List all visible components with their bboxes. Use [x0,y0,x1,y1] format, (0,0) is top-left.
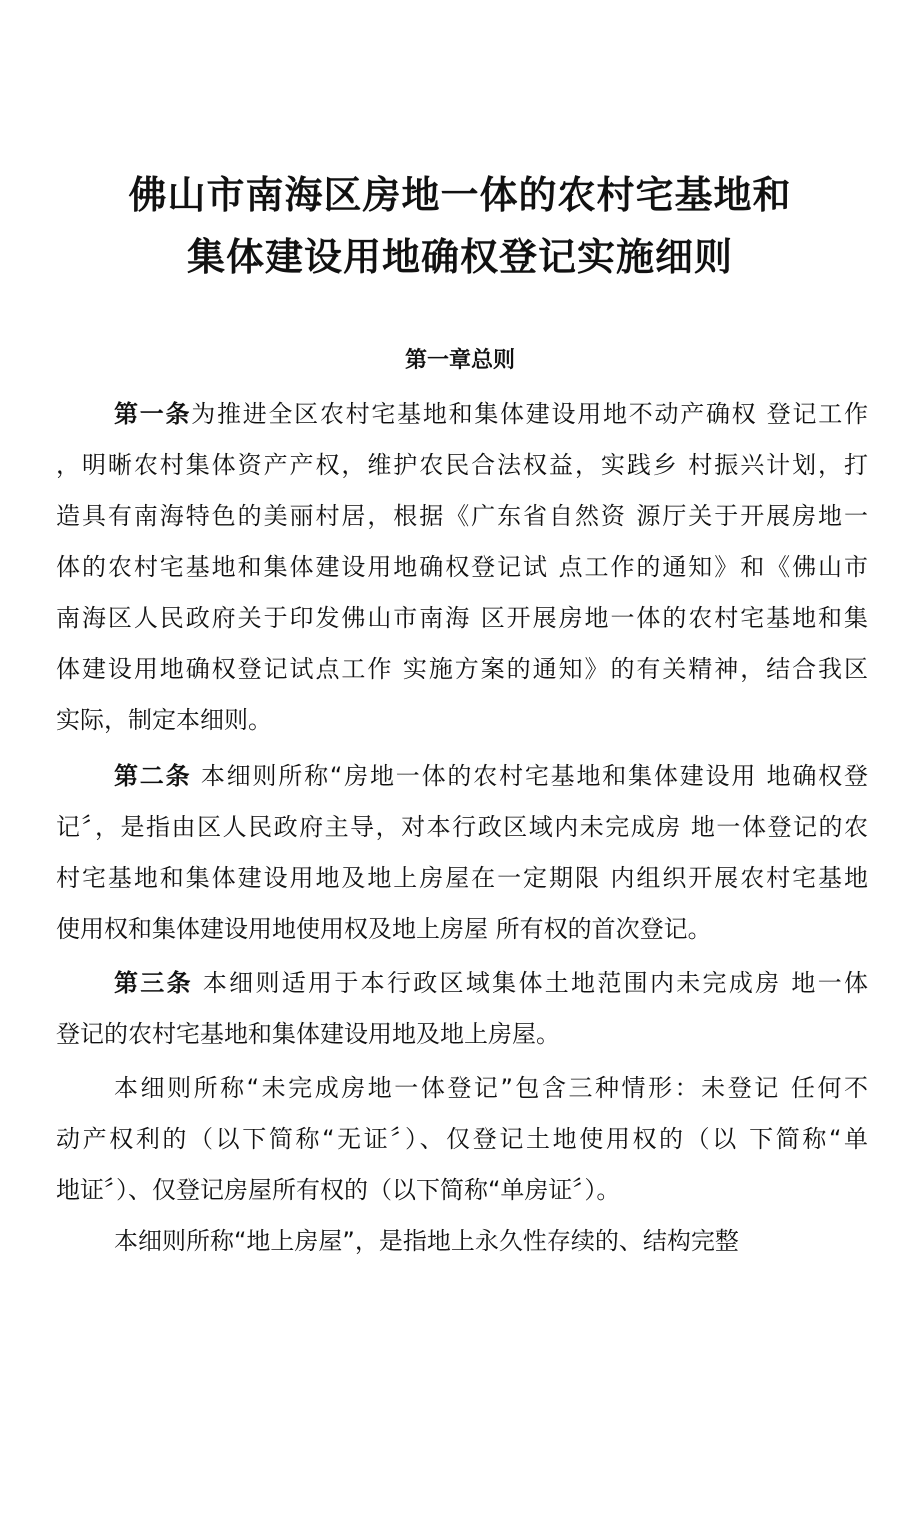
article-1-label: 第一条 [114,400,192,428]
article-3-text: 本细则适用于本行政区域集体土地范围内未完成房 地一体 [192,969,868,997]
paragraph-4-line-3: 地证〞）、仅登记房屋所有权的（以下简称“单房证〞）。 [56,1176,621,1204]
paragraph-5-line-1: 本细则所称“地上房屋”，是指地上永久性存续的、结构完整 [114,1227,739,1255]
article-2-label: 第二条 [114,762,192,790]
article-2-line-2: 记〞，是指由区人民政府主导，对本行政区域内未完成房 地一体登记的农 [56,813,868,841]
document-title-line-2: 集体建设用地确权登记实施细则 [186,235,733,279]
article-1-line-4: 体的农村宅基地和集体建设用地确权登记试 点工作的通知》和《佛山市 [56,553,868,581]
paragraph-4-line-2: 动产权利的（以下简称“无证〞）、仅登记土地使用权的（以 下简称“单 [56,1125,868,1153]
article-2-line-4: 使用权和集体建设用地使用权及地上房屋 所有权的首次登记。 [56,915,712,943]
paragraph-4-line-1: 本细则所称“未完成房地一体登记”包含三种情形：未登记 任何不 [114,1074,868,1102]
article-2-text: 本细则所称“房地一体的农村宅基地和集体建设用 地确权登 [191,762,868,790]
article-2-line-1 [114,759,868,793]
chapter-heading: 第一章总则 [404,348,515,373]
article-1-line-3: 造具有南海特色的美丽村居，根据《广东省自然资 源厅关于开展房地一 [56,502,868,530]
document-title-line-1: 佛山市南海区房地一体的农村宅基地和 [128,173,792,217]
article-1-line-7: 实际，制定本细则。 [56,706,272,734]
article-2-line-3: 村宅基地和集体建设用地及地上房屋在一定期限 内组织开展农村宅基地 [56,864,868,892]
article-3-line-1 [114,966,868,1000]
article-3-line-2: 登记的农村宅基地和集体建设用地及地上房屋。 [56,1020,560,1048]
article-1-line-6: 体建设用地确权登记试点工作 实施方案的通知》的有关精神，结合我区 [56,655,868,683]
article-1-line-1 [114,397,868,431]
article-1-line-5: 南海区人民政府关于印发佛山市南海 区开展房地一体的农村宅基地和集 [56,604,868,632]
article-3-label: 第三条 [114,969,193,997]
article-1-line-2: ，明晰农村集体资产产权，维护农民合法权益，实践乡 村振兴计划，打 [56,451,868,479]
article-1-text: 为推进全区农村宅基地和集体建设用地不动产确权 登记工作 [191,400,868,428]
